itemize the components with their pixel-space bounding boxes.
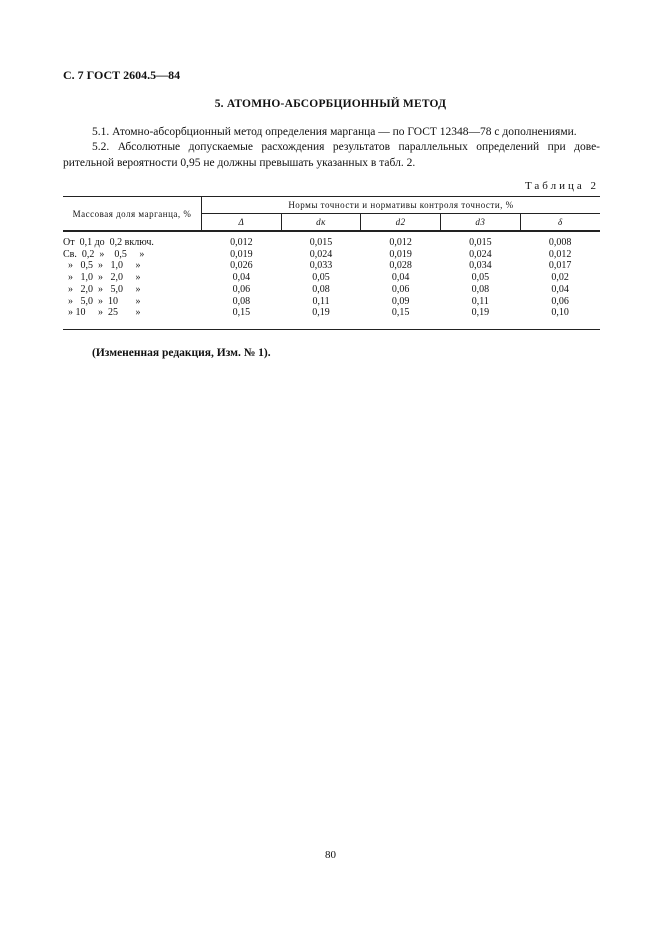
- value-cell: 0,15: [202, 307, 282, 329]
- value-cell: 0,012: [548, 248, 572, 260]
- column-header-dk: dк: [281, 214, 361, 232]
- value-cell: 0,034: [469, 260, 492, 272]
- value-cell: 0,04: [551, 283, 569, 295]
- value-cell: 0,024: [469, 248, 492, 260]
- value-cell: 0,06: [551, 295, 569, 307]
- column-header-mass-fraction: Массовая доля марганца, %: [63, 197, 202, 232]
- column-header-small-delta: δ: [520, 214, 600, 232]
- value-cell: 0,11: [471, 295, 489, 307]
- mass-range-cell: » 5,0 » 10 »: [63, 295, 141, 307]
- value-cell: 0,015: [309, 237, 333, 248]
- value-cell: 0,19: [441, 307, 521, 329]
- value-cell: 0,008: [548, 237, 572, 248]
- value-cell: 0,015: [469, 237, 492, 248]
- column-header-d3: d3: [441, 214, 521, 232]
- table-row: [63, 231, 600, 249]
- value-cell: 0,08: [471, 283, 490, 295]
- value-cell: 0,024: [309, 248, 333, 260]
- mass-range-cell: » 10 » 25 »: [63, 307, 202, 329]
- accuracy-table: [63, 196, 600, 330]
- section-title: 5. АТОМНО-АБСОРБЦИОННЫЙ МЕТОД: [214, 98, 447, 110]
- table-caption: Таблица 2: [524, 180, 599, 192]
- mass-range-cell: » 0,5 » 1,0 »: [63, 260, 141, 272]
- page-number: 80: [325, 849, 336, 861]
- table-row: [63, 260, 600, 272]
- mass-range-cell: От 0,1 до 0,2 включ.: [63, 237, 154, 248]
- table-row: [63, 249, 600, 261]
- column-header-accuracy-norms: Нормы точности и нормативы контроля точности, %: [202, 197, 601, 214]
- mass-range-cell: » 1,0 » 2,0 »: [63, 272, 141, 284]
- paragraph-5-1: 5.1. Атомно-абсорбционный метод определения марганца — по ГОСТ 12348—78 с дополнениями.: [92, 126, 577, 138]
- mass-range-cell: Св. 0,2 » 0,5 »: [63, 248, 145, 260]
- value-cell: 0,026: [230, 260, 253, 272]
- value-cell: 0,019: [389, 248, 412, 260]
- value-cell: 0,04: [391, 272, 410, 284]
- value-cell: 0,15: [361, 307, 441, 329]
- value-cell: 0,017: [548, 260, 572, 272]
- value-cell: 0,028: [389, 260, 412, 272]
- table-row: [63, 284, 600, 296]
- table-row: [63, 296, 600, 308]
- mass-range-cell: » 2,0 » 5,0 »: [63, 283, 141, 295]
- page-header: С. 7 ГОСТ 2604.5—84: [63, 68, 181, 82]
- amendment-note: (Измененная редакция, Изм. № 1).: [92, 347, 271, 359]
- value-cell: 0,033: [309, 260, 333, 272]
- value-cell: 0,10: [520, 307, 600, 329]
- value-cell: 0,08: [312, 283, 330, 295]
- value-cell: 0,05: [471, 272, 490, 284]
- value-cell: 0,04: [232, 272, 251, 284]
- table-row: [63, 272, 600, 284]
- column-header-delta: Δ: [202, 214, 282, 232]
- value-cell: 0,019: [230, 248, 253, 260]
- value-cell: 0,11: [312, 295, 330, 307]
- value-cell: 0,06: [232, 283, 251, 295]
- value-cell: 0,05: [312, 272, 330, 284]
- value-cell: 0,012: [389, 237, 412, 248]
- value-cell: 0,02: [551, 272, 569, 284]
- table-row: [63, 307, 600, 329]
- value-cell: 0,19: [281, 307, 361, 329]
- paragraph-5-2-line-1: 5.2. Абсолютные допускаемые расхождения результатов параллельных определений при дове-: [92, 141, 600, 153]
- paragraph-5-2-line-2: рительной вероятности 0,95 не должны превышать указанных в табл. 2.: [63, 157, 416, 169]
- value-cell: 0,012: [230, 237, 253, 248]
- value-cell: 0,09: [391, 295, 410, 307]
- value-cell: 0,06: [391, 283, 410, 295]
- value-cell: 0,08: [232, 295, 251, 307]
- column-header-d2: d2: [361, 214, 441, 232]
